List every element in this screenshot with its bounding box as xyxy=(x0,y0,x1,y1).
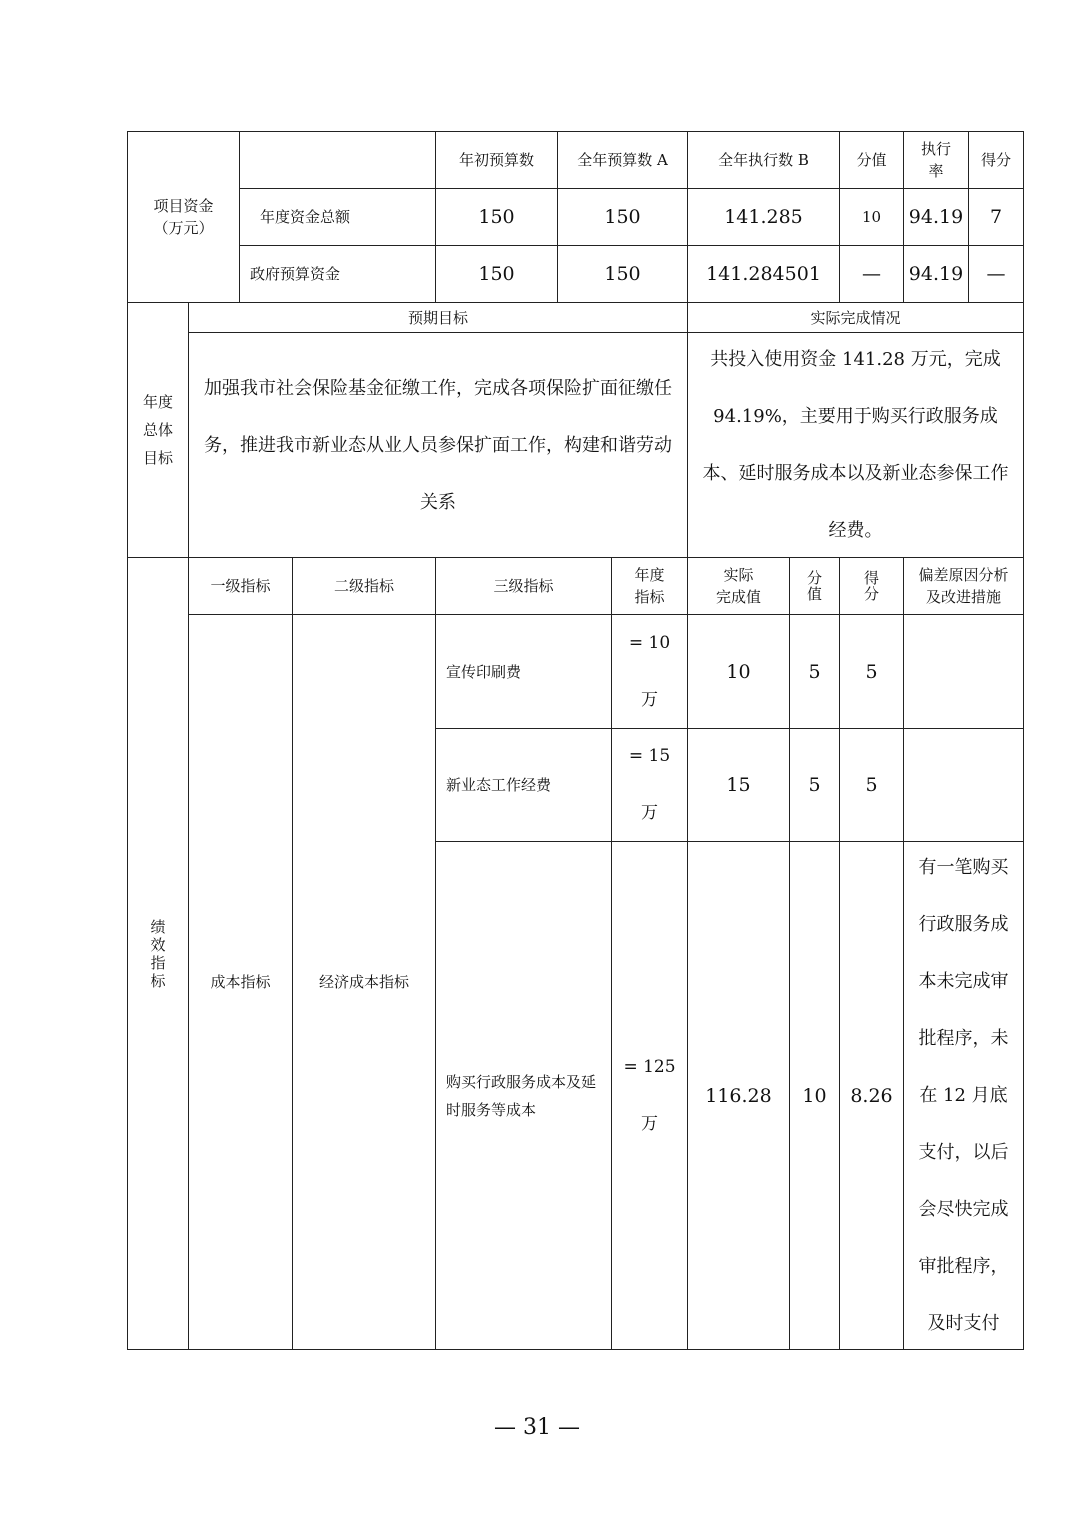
row1-score: 5 xyxy=(839,614,904,729)
funds-label: 项目资金 xyxy=(153,197,214,215)
header-value-2: 值 xyxy=(806,585,822,603)
indicators-label-2: 效 xyxy=(150,935,166,954)
row-gov-score: — xyxy=(968,245,1024,303)
row-total-initial: 150 xyxy=(435,188,558,246)
actual-status-header: 实际完成情况 xyxy=(687,302,1024,333)
indicators-label-cell xyxy=(127,557,189,1350)
header-rate-line1: 执行 xyxy=(920,140,951,158)
header-score xyxy=(839,557,904,615)
page-number: — 31 — xyxy=(494,1415,580,1440)
row1-reason xyxy=(903,614,1024,729)
row-total-rate: 94.19 xyxy=(903,188,969,246)
row3-target: = 125 万 xyxy=(611,841,688,1350)
header-annual-target-1: 年度 xyxy=(634,566,665,584)
level1-indicator: 成本指标 xyxy=(188,614,293,1350)
row3-reason: 有一笔购买行政服务成本未完成审批程序，未在 12 月底支付，以后会尽快完成审批程序，及时支付 xyxy=(903,841,1024,1350)
funds-header-blank xyxy=(239,131,436,189)
indicators-label-1: 绩 xyxy=(150,917,166,936)
row3-score: 8.26 xyxy=(839,841,904,1350)
row1-value: 5 xyxy=(789,614,840,729)
row-total-score-value: 10 xyxy=(839,188,904,246)
header-reason xyxy=(903,557,1024,615)
header-level2: 二级指标 xyxy=(292,557,436,615)
row1-level3: 宣传印刷费 xyxy=(435,614,612,729)
row-gov-executed: 141.284501 xyxy=(687,245,840,303)
row2-score: 5 xyxy=(839,728,904,842)
goals-label-2: 总体 xyxy=(142,421,173,439)
actual-status-text: 共投入使用资金 141.28 万元，完成 94.19%，主要用于购买行政服务成本、延时服务成本以及新业态参保工作经费。 xyxy=(687,332,1024,558)
row-total-score: 7 xyxy=(968,188,1024,246)
level2-indicator: 经济成本指标 xyxy=(292,614,436,1350)
row-total-name: 年度资金总额 xyxy=(239,188,436,246)
header-score-1: 得 xyxy=(863,569,879,587)
row1-target: = 10 万 xyxy=(611,614,688,729)
row2-reason xyxy=(903,728,1024,842)
row-gov-name: 政府预算资金 xyxy=(239,245,436,303)
header-actual-value-1: 实际 xyxy=(723,566,754,584)
row2-target: = 15 万 xyxy=(611,728,688,842)
header-actual-value-2: 完成值 xyxy=(715,588,761,606)
header-score-value: 分值 xyxy=(839,131,904,189)
header-reason-1: 偏差原因分析 xyxy=(918,566,1009,584)
row-gov-initial: 150 xyxy=(435,245,558,303)
goals-label-cell xyxy=(127,302,189,558)
header-annual-budget: 全年预算数 A xyxy=(557,131,688,189)
header-actual-value xyxy=(687,557,790,615)
goals-label-1: 年度 xyxy=(142,393,173,411)
row-total-executed: 141.285 xyxy=(687,188,840,246)
header-value-1: 分 xyxy=(806,569,822,587)
row3-value: 10 xyxy=(789,841,840,1350)
goals-label-3: 目标 xyxy=(142,449,173,467)
row2-actual: 15 xyxy=(687,728,790,842)
row-gov-score-value: — xyxy=(839,245,904,303)
indicators-label-4: 标 xyxy=(150,971,166,990)
funds-label-cell xyxy=(127,131,240,303)
row-gov-annual: 150 xyxy=(557,245,688,303)
header-initial-budget: 年初预算数 xyxy=(435,131,558,189)
header-level3: 三级指标 xyxy=(435,557,612,615)
row3-actual: 116.28 xyxy=(687,841,790,1350)
header-value xyxy=(789,557,840,615)
header-level1: 一级指标 xyxy=(188,557,293,615)
row-total-annual: 150 xyxy=(557,188,688,246)
row-gov-rate: 94.19 xyxy=(903,245,969,303)
row1-actual: 10 xyxy=(687,614,790,729)
indicators-label-3: 指 xyxy=(150,953,166,972)
header-rate-line2: 率 xyxy=(928,162,944,180)
expected-goal-header: 预期目标 xyxy=(188,302,688,333)
expected-goal-text: 加强我市社会保险基金征缴工作，完成各项保险扩面征缴任务，推进我市新业态从业人员参保扩面工作，构建和谐劳动关系 xyxy=(188,332,688,558)
header-reason-2: 及改进措施 xyxy=(925,588,1001,606)
row2-level3: 新业态工作经费 xyxy=(435,728,612,842)
row3-level3: 购买行政服务成本及延时服务等成本 xyxy=(435,841,612,1350)
header-annual-target xyxy=(611,557,688,615)
header-score: 得分 xyxy=(968,131,1024,189)
header-score-2: 分 xyxy=(863,585,879,603)
header-annual-target-2: 指标 xyxy=(634,588,665,606)
header-rate xyxy=(903,131,969,189)
funds-unit: （万元） xyxy=(153,219,214,237)
header-executed: 全年执行数 B xyxy=(687,131,840,189)
row2-value: 5 xyxy=(789,728,840,842)
